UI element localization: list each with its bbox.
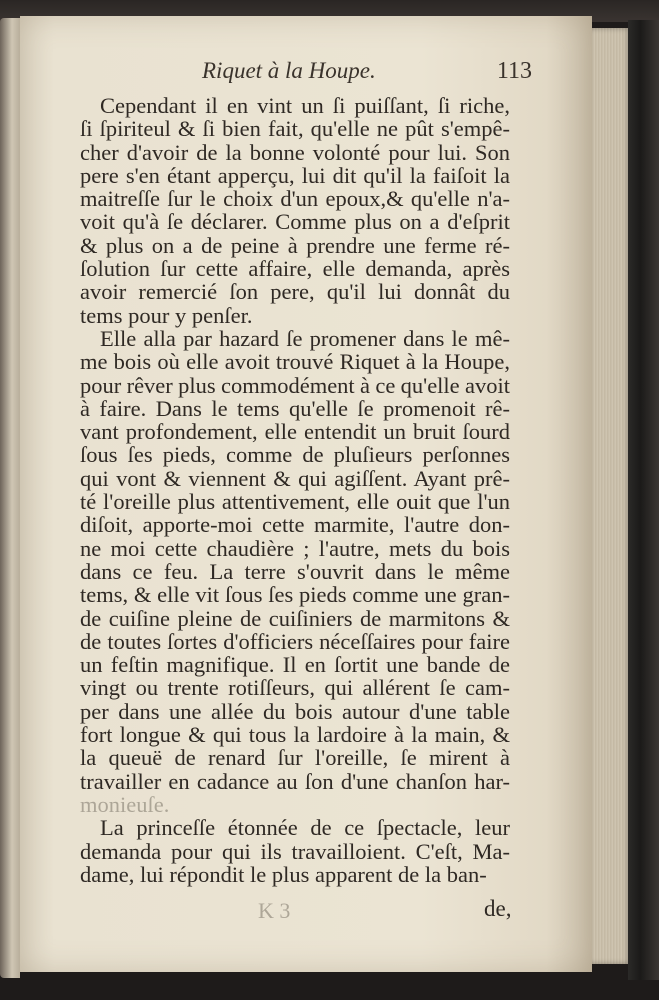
text-line: ſolution ſur cette affaire, elle demanda, après bbox=[80, 256, 510, 282]
text-line: té l'oreille plus attentivement, elle ouit que l'un bbox=[80, 489, 510, 515]
catchword: de, bbox=[484, 896, 512, 921]
text-line: de toutes ſortes d'officiers néceſſaires pour faire bbox=[80, 628, 510, 654]
text-line: me bois où elle avoit trouvé Riquet à la Houpe, bbox=[80, 349, 510, 375]
text-line: vingt ou trente rotiſſeurs, qui allérent ſe cam- bbox=[80, 675, 510, 701]
text-line: pour rêver plus commodément à ce qu'elle avoit bbox=[80, 372, 510, 398]
text-line: vant profondement, elle entendit un bruit ſourd bbox=[80, 419, 510, 445]
text-line: ſous ſes pieds, comme de pluſieurs perſonnes bbox=[80, 442, 510, 468]
text-line: monieuſe. bbox=[80, 791, 170, 817]
text-line: la queuë de renard ſur l'oreille, ſe mirent à bbox=[80, 745, 510, 771]
text-line: travailler en cadance au ſon d'une chanſon har- bbox=[80, 768, 510, 794]
text-line: diſoit, apporte-moi cette marmite, l'autre don- bbox=[80, 512, 510, 538]
text-line: dame, lui répondit le plus apparent de la ban- bbox=[80, 861, 487, 887]
page-fore-edge bbox=[592, 28, 632, 964]
body-text bbox=[80, 94, 510, 886]
text-line: ſi ſpiriteul & ſi bien fait, qu'elle ne pût s'empê- bbox=[80, 116, 510, 142]
text-line: tems, & elle vit ſous ſes pieds comme une gran- bbox=[80, 582, 510, 608]
text-line: La princeſſe étonnée de ce ſpectacle, leur bbox=[100, 815, 510, 841]
text-line: tems pour y penſer. bbox=[80, 302, 253, 328]
text-line: cher d'avoir de la bonne volonté pour lui. Son bbox=[80, 139, 510, 165]
text-line: avoir remercié ſon pere, qu'il lui donnât du bbox=[80, 279, 510, 305]
text-line: & plus on a de peine à prendre une ferme ré- bbox=[80, 232, 510, 258]
text-line: ne moi cette chaudière ; l'autre, mets du bois bbox=[80, 535, 510, 561]
running-title: Riquet à la Houpe. bbox=[202, 58, 376, 83]
text-line: Cependant il en vint un ſi puiſſant, ſi riche, bbox=[100, 93, 510, 118]
text-line: demanda pour qui ils travailloient. C'eſt, Ma- bbox=[80, 838, 510, 864]
text-line: voit qu'à ſe déclarer. Comme plus on a d'eſprit bbox=[80, 209, 510, 235]
page-header bbox=[62, 50, 532, 90]
text-line: à faire. Dans le tems qu'elle ſe promenoit rê- bbox=[80, 395, 510, 421]
text-line: per dans une allée du bois autour d'une table bbox=[80, 698, 510, 724]
book-binding bbox=[628, 20, 659, 980]
text-line: maitreſſe ſur le choix d'un epoux,& qu'elle n'a- bbox=[80, 186, 510, 212]
text-line: qui vont & viennent & qui agiſſent. Ayant prê- bbox=[80, 465, 510, 491]
page-number: 113 bbox=[496, 58, 532, 84]
text-line: Elle alla par hazard ſe promener dans le mê- bbox=[100, 325, 510, 351]
text-line: de cuiſine pleine de cuiſiniers de marmitons & bbox=[80, 605, 510, 631]
text-line: dans ce feu. La terre s'ouvrit dans le même bbox=[80, 558, 510, 584]
signature-mark: K 3 bbox=[258, 898, 291, 923]
facing-page-edge bbox=[0, 18, 20, 978]
text-line: pere s'en étant apperçu, lui dit qu'il la faiſoit la bbox=[80, 162, 510, 188]
text-line: fort longue & qui tous la lardoire à la main, & bbox=[80, 722, 510, 748]
text-line: un feſtin magnifique. Il en ſortit une bande de bbox=[80, 652, 510, 678]
